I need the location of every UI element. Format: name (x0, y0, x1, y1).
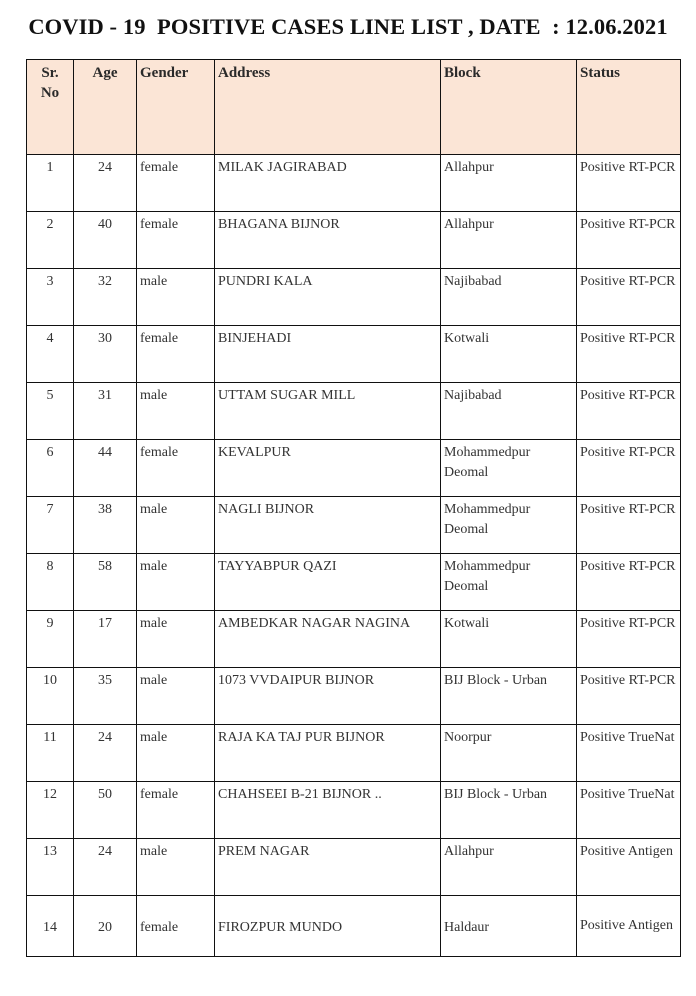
cell-age: 35 (74, 668, 137, 725)
cell-address: AMBEDKAR NAGAR NAGINA (215, 611, 441, 668)
cell-block: Haldaur (441, 896, 577, 957)
table-row (27, 896, 681, 957)
cell-gender: female (137, 896, 215, 957)
header-status: Status (577, 60, 681, 155)
header-block: Block (441, 60, 577, 155)
cell-sr-no: 13 (27, 839, 74, 896)
cell-sr-no: 10 (27, 668, 74, 725)
header-sr-no-line2: No (40, 85, 60, 101)
header-age: Age (74, 60, 137, 155)
cell-sr-no: 12 (27, 782, 74, 839)
header-gender: Gender (137, 60, 215, 155)
cell-status: Positive RT-PCR (577, 611, 681, 668)
cell-address: FIROZPUR MUNDO (215, 896, 441, 957)
table-row (27, 725, 681, 782)
cell-address: RAJA KA TAJ PUR BIJNOR (215, 725, 441, 782)
cell-sr-no: 2 (27, 212, 74, 269)
cell-block: Mohammedpur Deomal (441, 554, 577, 611)
cell-status: Positive RT-PCR (577, 440, 681, 497)
cell-address: PREM NAGAR (215, 839, 441, 896)
cell-sr-no: 3 (27, 269, 74, 326)
cell-sr-no: 5 (27, 383, 74, 440)
header-sr-no-line1: Sr. (41, 65, 59, 81)
cell-address: PUNDRI KALA (215, 269, 441, 326)
cell-gender: male (137, 269, 215, 326)
table-row (27, 326, 681, 383)
cell-status: Positive RT-PCR (577, 326, 681, 383)
cell-age: 40 (74, 212, 137, 269)
cell-address: CHAHSEEI B-21 BIJNOR .. (215, 782, 441, 839)
cell-gender: male (137, 554, 215, 611)
cell-gender: male (137, 383, 215, 440)
cell-gender: female (137, 440, 215, 497)
cell-age: 24 (74, 725, 137, 782)
cell-sr-no: 7 (27, 497, 74, 554)
cell-gender: female (137, 212, 215, 269)
cell-status: Positive TrueNat (577, 725, 681, 782)
cell-block: Najibabad (441, 269, 577, 326)
cell-age: 58 (74, 554, 137, 611)
table-row (27, 155, 681, 212)
cell-sr-no: 11 (27, 725, 74, 782)
cell-age: 24 (74, 155, 137, 212)
cell-gender: male (137, 497, 215, 554)
cell-status: Positive RT-PCR (577, 383, 681, 440)
cell-gender: male (137, 725, 215, 782)
cell-gender: male (137, 839, 215, 896)
cell-address: KEVALPUR (215, 440, 441, 497)
table-row (27, 269, 681, 326)
cell-status: Positive RT-PCR (577, 155, 681, 212)
table-body (27, 155, 681, 957)
cell-block: BIJ Block - Urban (441, 668, 577, 725)
cell-status: Positive RT-PCR (577, 554, 681, 611)
table-row (27, 554, 681, 611)
table-row (27, 212, 681, 269)
table-row (27, 497, 681, 554)
cell-status: Positive RT-PCR (577, 668, 681, 725)
table-row (27, 668, 681, 725)
table-row (27, 839, 681, 896)
cell-age: 17 (74, 611, 137, 668)
cell-sr-no: 4 (27, 326, 74, 383)
header-address: Address (215, 60, 441, 155)
cell-age: 24 (74, 839, 137, 896)
cell-address: MILAK JAGIRABAD (215, 155, 441, 212)
cell-block: Kotwali (441, 326, 577, 383)
cell-gender: female (137, 782, 215, 839)
cell-age: 44 (74, 440, 137, 497)
cell-gender: female (137, 326, 215, 383)
cell-sr-no: 1 (27, 155, 74, 212)
table-row (27, 782, 681, 839)
cell-age: 50 (74, 782, 137, 839)
cell-status: Positive TrueNat (577, 782, 681, 839)
cell-block: Allahpur (441, 155, 577, 212)
cell-block: Allahpur (441, 212, 577, 269)
cell-sr-no: 8 (27, 554, 74, 611)
cell-address: BHAGANA BIJNOR (215, 212, 441, 269)
cell-gender: male (137, 611, 215, 668)
cell-block: Najibabad (441, 383, 577, 440)
cell-status: Positive RT-PCR (577, 212, 681, 269)
cell-address: BINJEHADI (215, 326, 441, 383)
cell-address: UTTAM SUGAR MILL (215, 383, 441, 440)
cell-sr-no: 14 (27, 896, 74, 957)
cell-block: Allahpur (441, 839, 577, 896)
cell-age: 32 (74, 269, 137, 326)
cell-gender: female (137, 155, 215, 212)
cell-block: Kotwali (441, 611, 577, 668)
cell-sr-no: 6 (27, 440, 74, 497)
cell-block: Noorpur (441, 725, 577, 782)
cell-status: Positive RT-PCR (577, 497, 681, 554)
cell-block: BIJ Block - Urban (441, 782, 577, 839)
cell-block: Mohammedpur Deomal (441, 440, 577, 497)
cell-status: Positive Antigen (577, 839, 681, 896)
cell-sr-no: 9 (27, 611, 74, 668)
cell-age: 30 (74, 326, 137, 383)
table-row (27, 383, 681, 440)
table-row (27, 440, 681, 497)
cell-address: TAYYABPUR QAZI (215, 554, 441, 611)
table-row (27, 611, 681, 668)
cell-address: NAGLI BIJNOR (215, 497, 441, 554)
page-title: COVID - 19 POSITIVE CASES LINE LIST , DATE : 12.06.2021 (28, 14, 668, 39)
cell-status: Positive Antigen (577, 896, 681, 957)
cell-age: 38 (74, 497, 137, 554)
header-sr-no (27, 60, 74, 155)
cell-address: 1073 VVDAIPUR BIJNOR (215, 668, 441, 725)
table-header-row (27, 60, 681, 155)
cell-age: 31 (74, 383, 137, 440)
cell-gender: male (137, 668, 215, 725)
cases-table (26, 59, 681, 957)
cell-status: Positive RT-PCR (577, 269, 681, 326)
cell-block: Mohammedpur Deomal (441, 497, 577, 554)
cell-age: 20 (74, 896, 137, 957)
